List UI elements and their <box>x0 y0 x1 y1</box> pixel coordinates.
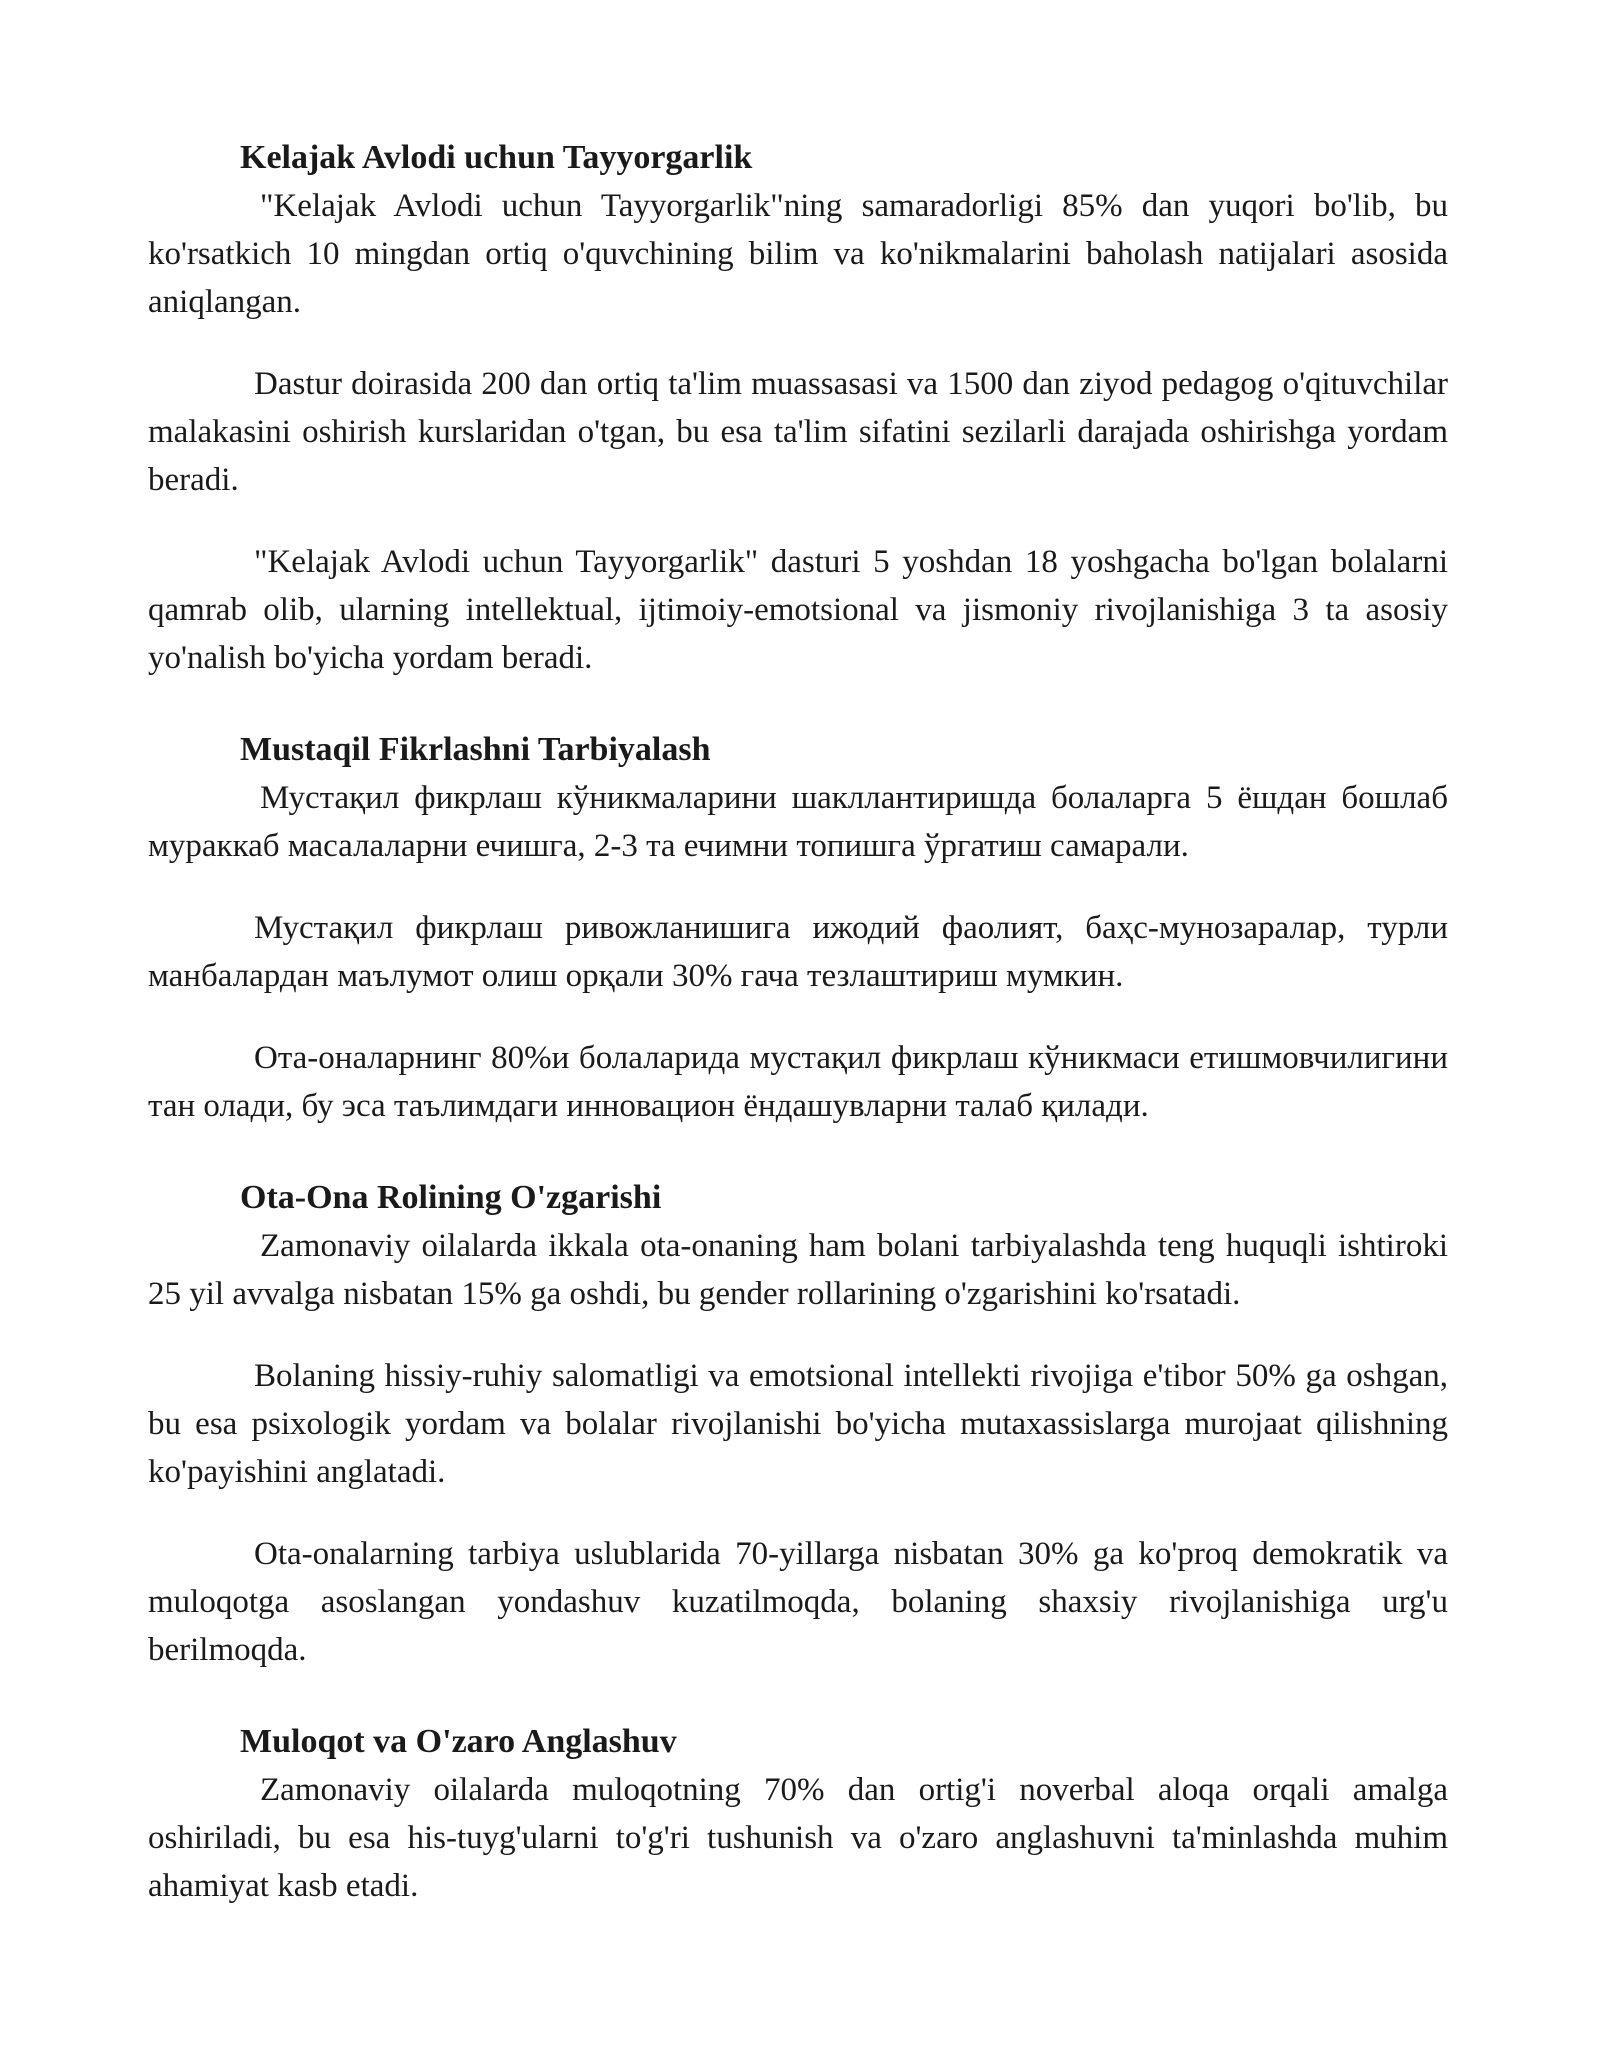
paragraph: Мустақил фикрлаш кўникмаларини шакллантиришда болаларга 5 ёшдан бошлаб мураккаб масалаларни ечишга, 2-3 та ечимни топишга ўргатиш самарали. <box>148 780 1448 864</box>
section-heading: Ota-Ona Rolining O'zgarishi <box>240 1179 662 1216</box>
paragraph: Ота-оналарнинг 80%и болаларида мустақил фикрлаш кўникмаси етишмовчилигини тан олади, бу эса таълимдаги инновацион ёндашувларни талаб қилади. <box>148 1040 1448 1124</box>
paragraph: Ota-onalarning tarbiya uslublarida 70-yillarga nisbatan 30% ga ko'proq demokratik va muloqotga asoslangan yondashuv kuzatilmoqda, bolaning shaxsiy rivojlanishiga urg'u berilmoqda. <box>148 1536 1448 1668</box>
section-ota-ona-roli <box>148 1174 1448 1674</box>
document-page <box>148 134 1448 1954</box>
paragraph: Dastur doirasida 200 dan ortiq ta'lim muassasasi va 1500 dan ziyod pedagog o'qituvchilar malakasini oshirish kurslaridan o'tgan, bu esa ta'lim sifatini sezilarli darajada oshirishga yordam beradi. <box>148 366 1448 498</box>
paragraph: "Kelajak Avlodi uchun Tayyorgarlik"ning samaradorligi 85% dan yuqori bo'lib, bu ko'rsatkich 10 mingdan ortiq o'quvchining bilim va ko'nikmalarini baholash natijalari asosida aniqlangan. <box>148 188 1448 320</box>
paragraph: Zamonaviy oilalarda muloqotning 70% dan ortig'i noverbal aloqa orqali amalga oshiriladi, bu esa his-tuyg'ularni to'g'ri tushunish va o'zaro anglashuvni ta'minlashda muhim ahamiyat kasb etadi. <box>148 1772 1448 1904</box>
section-heading: Mustaqil Fikrlashni Tarbiyalash <box>240 731 711 768</box>
section-muloqot <box>148 1718 1448 1910</box>
paragraph: "Kelajak Avlodi uchun Tayyorgarlik" dasturi 5 yoshdan 18 yoshgacha bo'lgan bolalarni qamrab olib, ularning intellektual, ijtimoiy-emotsional va jismoniy rivojlanishiga 3 ta asosiy yo'nalish bo'yicha yordam beradi. <box>148 544 1448 676</box>
paragraph: Zamonaviy oilalarda ikkala ota-onaning ham bolani tarbiyalashda teng huquqli ishtiroki 25 yil avvalga nisbatan 15% ga oshdi, bu gender rollarining o'zgarishini ko'rsatadi. <box>148 1228 1448 1312</box>
paragraph: Мустақил фикрлаш ривожланишига ижодий фаолият, баҳс-мунозаралар, турли манбалардан маълумот олиш орқали 30% гача тезлаштириш мумкин. <box>148 910 1448 994</box>
paragraph: Bolaning hissiy-ruhiy salomatligi va emotsional intellekti rivojiga e'tibor 50% ga oshgan, bu esa psixologik yordam va bolalar rivojlanishi bo'yicha mutaxassislarga murojaat qilishning ko'payishini anglatadi. <box>148 1358 1448 1490</box>
section-heading: Kelajak Avlodi uchun Tayyorgarlik <box>240 139 753 176</box>
section-heading: Muloqot va O'zaro Anglashuv <box>240 1723 677 1760</box>
section-mustaqil-fikrlash <box>148 726 1448 1130</box>
section-kelajak-avlodi <box>148 134 1448 682</box>
